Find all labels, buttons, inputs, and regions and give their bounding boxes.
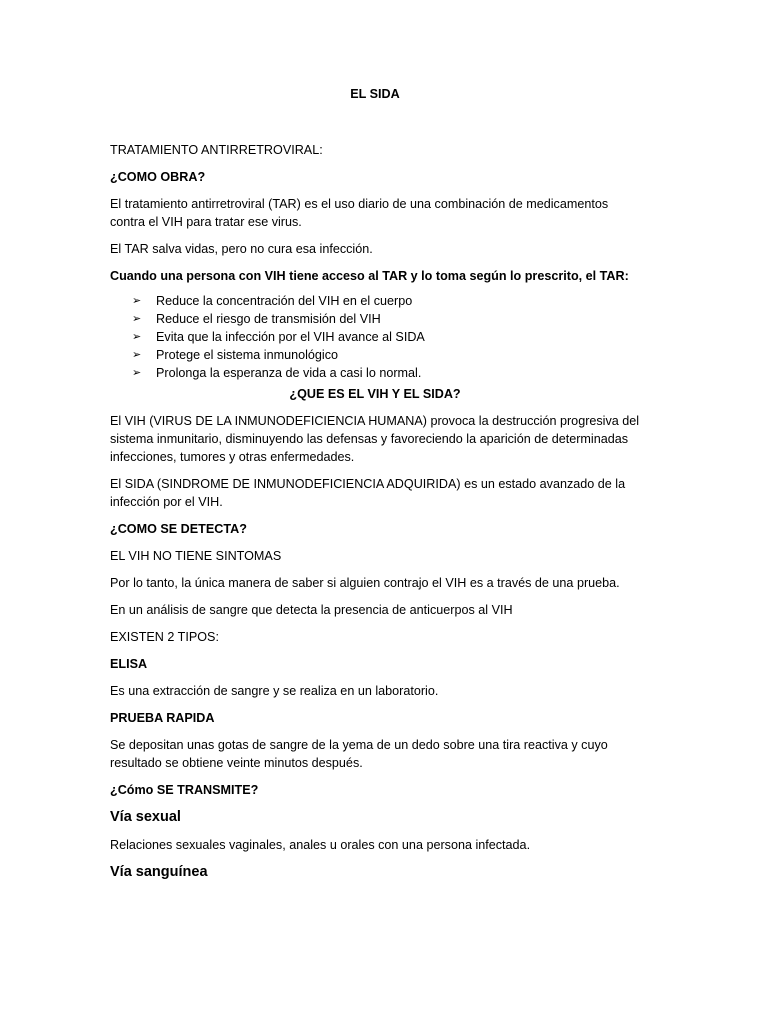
document-body	[110, 85, 640, 882]
tar-salva-text: El TAR salva vidas, pero no cura esa infección.	[110, 242, 373, 256]
arrow-bullet-icon: ➢	[132, 331, 142, 343]
elisa-description: Es una extracción de sangre y se realiza en un laboratorio.	[110, 684, 439, 698]
como-transmite-heading: ¿Cómo SE TRANSMITE?	[110, 783, 259, 797]
sida-description: El SIDA (SINDROME DE INMUNODEFICIENCIA ADQUIRIDA) es un estado avanzado de la infección por el VIH.	[110, 477, 626, 509]
arrow-bullet-icon: ➢	[132, 349, 142, 361]
tar-benefits-list	[110, 292, 640, 382]
document-title: EL SIDA	[350, 87, 400, 101]
arrow-bullet-icon: ➢	[132, 313, 142, 325]
tar-heading: TRATAMIENTO ANTIRRETROVIRAL:	[110, 143, 323, 157]
arrow-bullet-icon: ➢	[132, 295, 142, 307]
list-item: ➢ Reduce la concentración del VIH en el cuerpo	[132, 294, 413, 308]
elisa-heading: ELISA	[110, 657, 148, 671]
prueba-rapida-heading: PRUEBA RAPIDA	[110, 711, 215, 725]
via-sexual-heading: Vía sexual	[110, 809, 181, 825]
tar-description: El tratamiento antirretroviral (TAR) es el uso diario de una combinación de medicamentos contra el VIH para tratar ese virus.	[110, 197, 609, 229]
tar-intro-bold: Cuando una persona con VIH tiene acceso al TAR y lo toma según lo prescrito, el TAR:	[110, 269, 629, 283]
analisis-text: En un análisis de sangre que detecta la presencia de anticuerpos al VIH	[110, 603, 513, 617]
list-item: ➢ Reduce el riesgo de transmisión del VIH	[132, 312, 381, 326]
unica-manera-text: Por lo tanto, la única manera de saber si alguien contrajo el VIH es a través de una prueba.	[110, 576, 620, 590]
via-sexual-description: Relaciones sexuales vaginales, anales u orales con una persona infectada.	[110, 838, 531, 852]
arrow-bullet-icon: ➢	[132, 367, 142, 379]
como-obra-heading: ¿COMO OBRA?	[110, 170, 206, 184]
vih-description: El VIH (VIRUS DE LA INMUNODEFICIENCIA HUMANA) provoca la destrucción progresiva del sistema inmunitario, disminuyendo las defensas y favoreciendo la aparición de determinadas infecciones, tumores y otras enfermedades.	[110, 414, 640, 464]
list-item: ➢ Evita que la infección por el VIH avance al SIDA	[132, 330, 425, 344]
no-sintomas-text: EL VIH NO TIENE SINTOMAS	[110, 549, 282, 563]
via-sanguinea-heading: Vía sanguínea	[110, 864, 208, 880]
prueba-rapida-description: Se depositan unas gotas de sangre de la yema de un dedo sobre una tira reactiva y cuyo resultado se obtiene veinte minutos después.	[110, 738, 608, 770]
list-item: ➢ Prolonga la esperanza de vida a casi lo normal.	[132, 366, 422, 380]
que-es-heading: ¿QUE ES EL VIH Y EL SIDA?	[289, 387, 461, 401]
existen-tipos-text: EXISTEN 2 TIPOS:	[110, 630, 219, 644]
como-detecta-heading: ¿COMO SE DETECTA?	[110, 522, 247, 536]
list-item: ➢ Protege el sistema inmunológico	[132, 348, 339, 362]
